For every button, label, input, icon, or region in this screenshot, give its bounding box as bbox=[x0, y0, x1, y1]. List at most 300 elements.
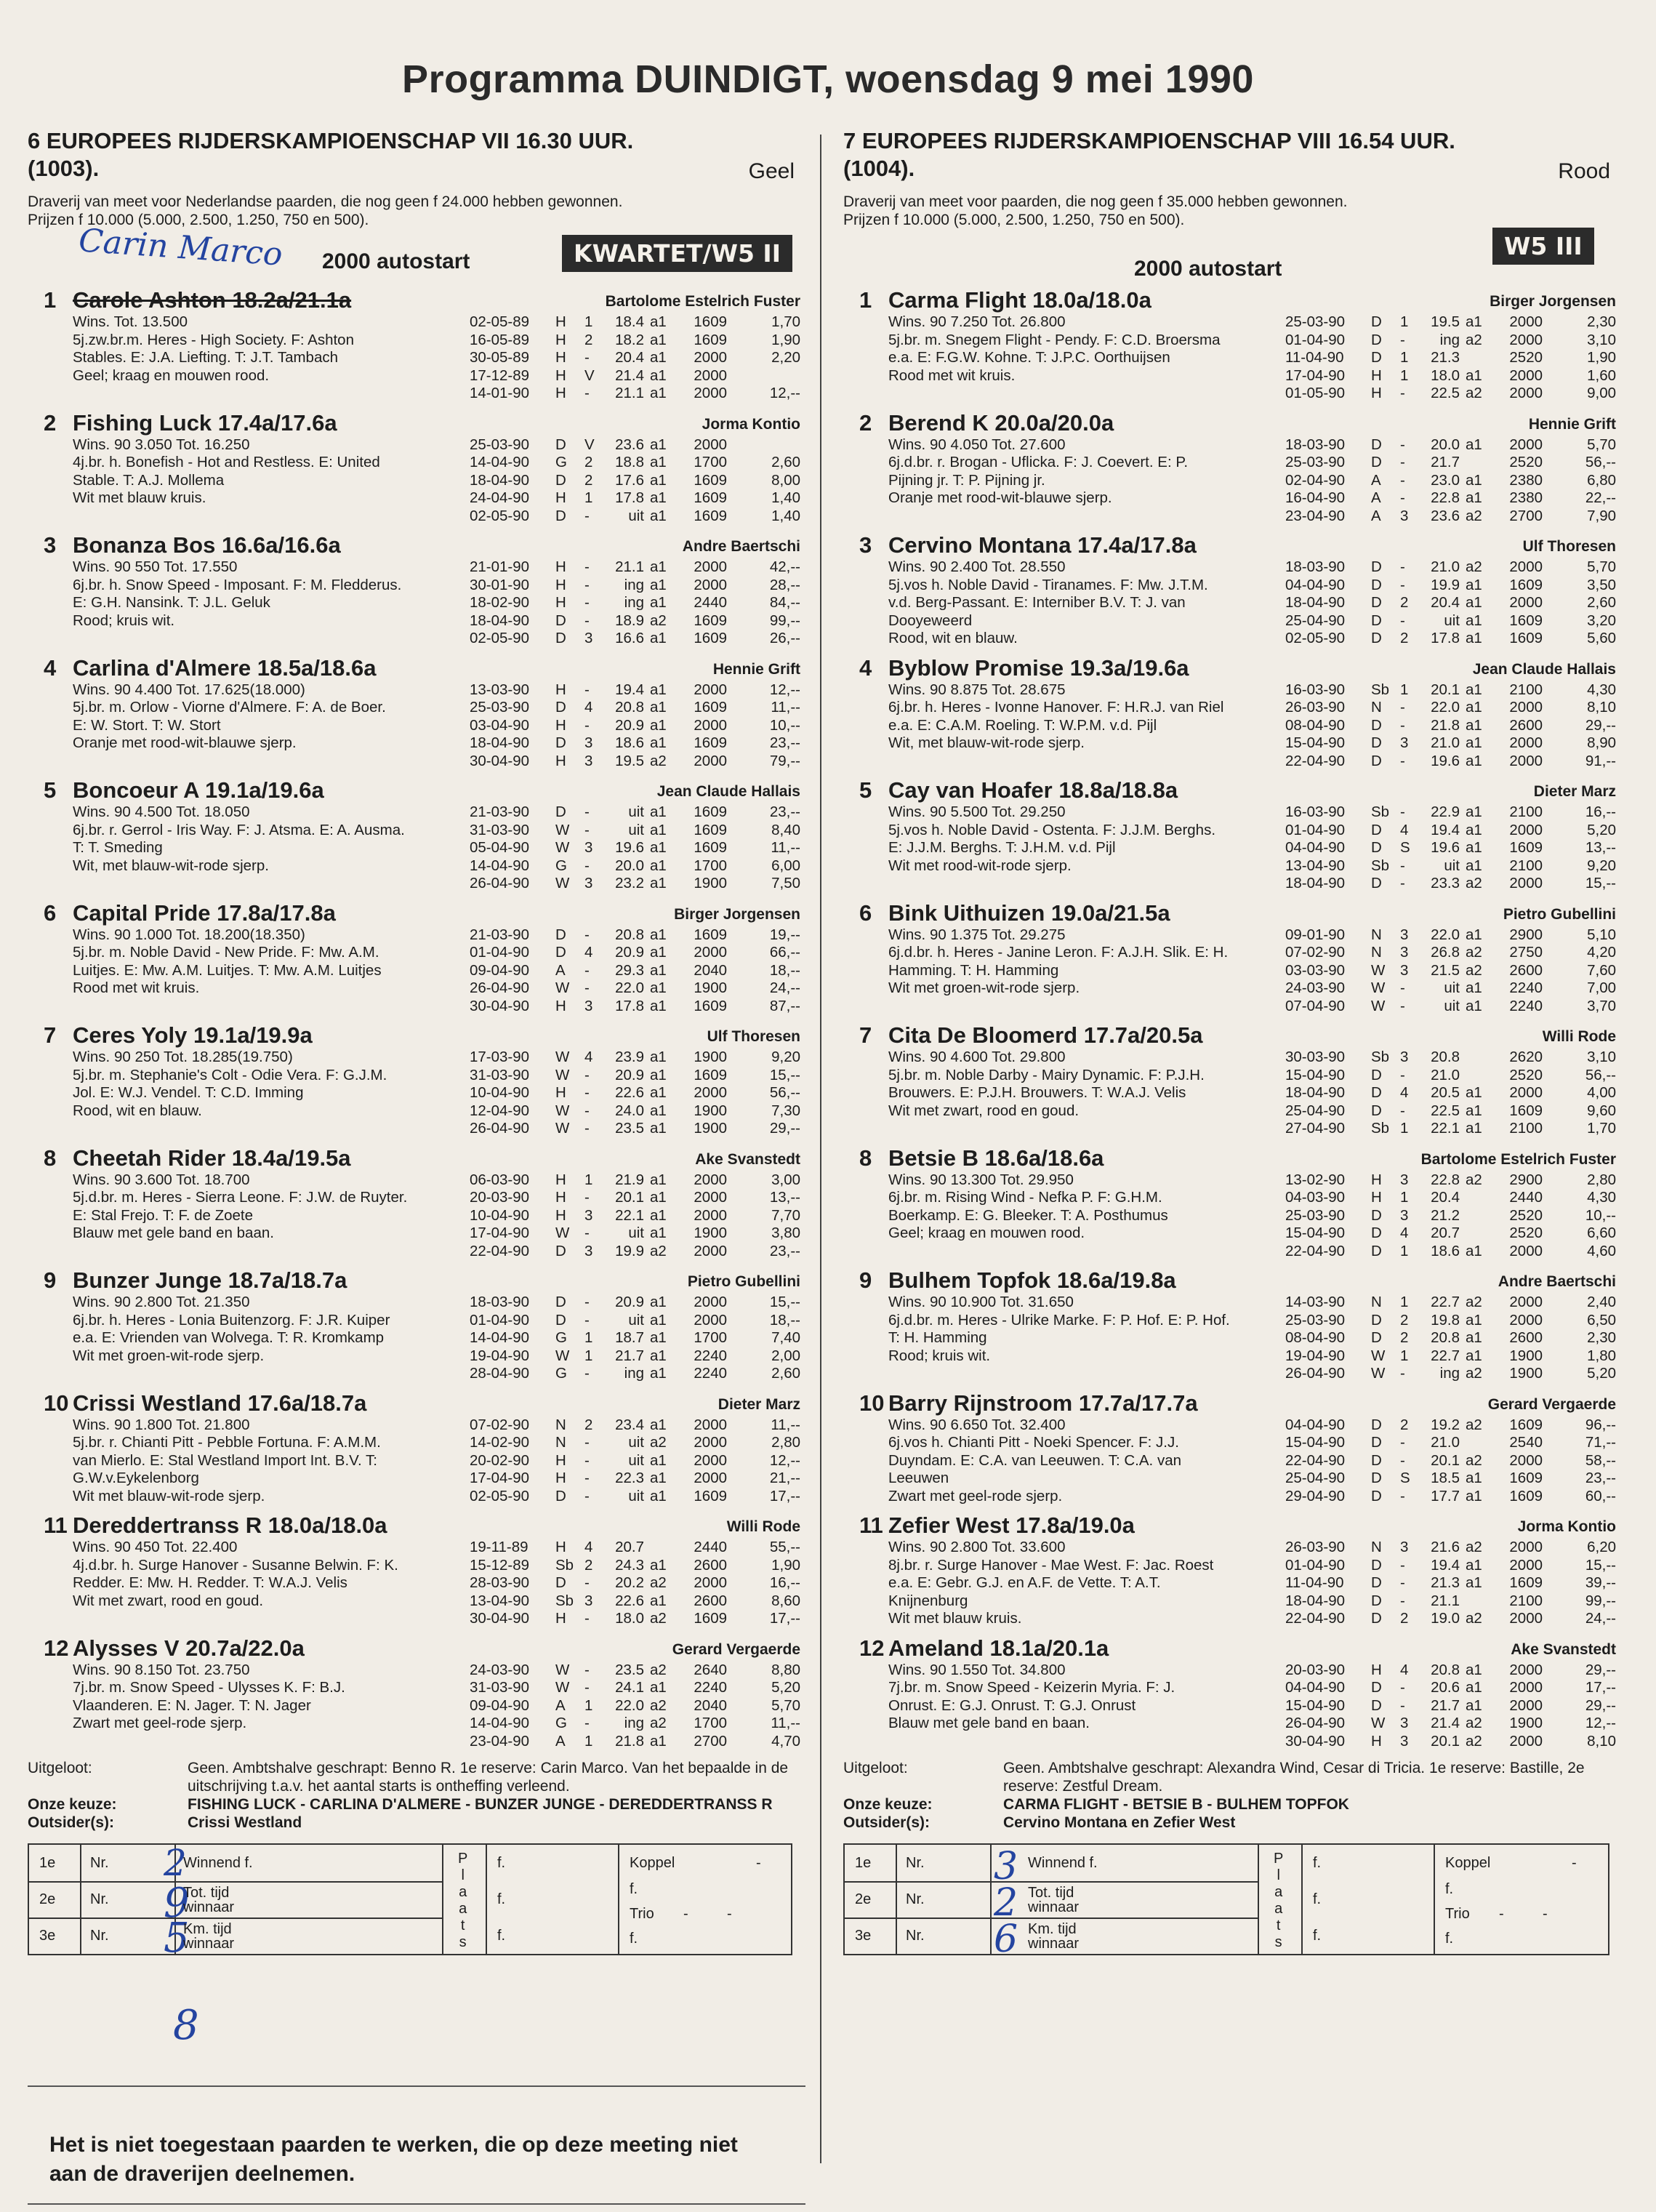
race-header bbox=[28, 127, 809, 183]
horse-list bbox=[843, 287, 1625, 1750]
result-cell: - bbox=[584, 1679, 590, 1696]
result-cell: 60,-- bbox=[1585, 1487, 1616, 1504]
result-cell: 20.8 bbox=[1431, 1049, 1460, 1065]
result-cell: D bbox=[1371, 752, 1382, 769]
result-cell: 5,20 bbox=[1587, 1365, 1616, 1382]
result-row bbox=[470, 313, 800, 332]
result-cell: D bbox=[555, 1574, 566, 1591]
horse-entry bbox=[843, 1512, 1625, 1628]
result-row bbox=[470, 1225, 800, 1243]
horse-info-line: Wit met groen-wit-rode sjerp. bbox=[888, 979, 1080, 996]
result-row bbox=[1285, 1434, 1616, 1452]
result-cell: 30-03-90 bbox=[1285, 1049, 1346, 1065]
result-cell: a1 bbox=[1466, 612, 1482, 629]
horse-name: Boncoeur A 19.1a/19.6a bbox=[73, 777, 324, 803]
result-cell: a1 bbox=[650, 699, 667, 716]
result-cell: 15-04-90 bbox=[1285, 1066, 1346, 1083]
result-row bbox=[470, 349, 800, 367]
result-cell: 2240 bbox=[1509, 997, 1543, 1014]
result-cell: 19-04-90 bbox=[470, 1347, 530, 1364]
result-cell: - bbox=[584, 594, 590, 611]
horse-number: 8 bbox=[859, 1145, 872, 1171]
recent-results bbox=[470, 926, 800, 1016]
result-cell: 1609 bbox=[694, 804, 727, 820]
horse-info-line: 7j.br. m. Snow Speed - Keizerin Myria. F: J. bbox=[888, 1679, 1175, 1696]
result-cell: 20.1 bbox=[1431, 681, 1460, 698]
result-cell: 3,10 bbox=[1587, 1049, 1616, 1065]
horse-number: 5 bbox=[44, 777, 57, 803]
result-cell: a2 bbox=[1466, 875, 1482, 891]
result-cell: H bbox=[555, 681, 566, 698]
result-cell: 16-03-90 bbox=[1285, 804, 1346, 820]
result-cell: 3 bbox=[584, 1206, 593, 1224]
result-cell: 96,-- bbox=[1585, 1416, 1616, 1433]
result-cell: 1700 bbox=[694, 857, 727, 874]
result-cell: D bbox=[1371, 1470, 1382, 1486]
result-cell: a2 bbox=[650, 1574, 667, 1591]
result-cell: D bbox=[555, 471, 566, 489]
result-cell: 04-03-90 bbox=[1285, 1189, 1346, 1206]
result-cell: a1 bbox=[650, 857, 667, 874]
result-cell: 1,70 bbox=[1587, 1120, 1616, 1137]
result-cell: 26.8 bbox=[1431, 944, 1460, 961]
horse-name: Bulhem Topfok 18.6a/19.8a bbox=[888, 1267, 1176, 1293]
result-cell: 21.7 bbox=[1431, 1696, 1460, 1714]
result-cell: a1 bbox=[650, 1416, 667, 1433]
result-cell: 2520 bbox=[1509, 1066, 1543, 1083]
result-cell: N bbox=[1371, 926, 1382, 943]
result-cell: a1 bbox=[650, 944, 667, 961]
result-cell: a1 bbox=[650, 681, 667, 698]
result-cell: a1 bbox=[650, 997, 667, 1014]
result-row bbox=[470, 1294, 800, 1312]
horse-entry bbox=[28, 1390, 809, 1506]
result-cell: - bbox=[1400, 612, 1405, 629]
result-cell: 10,-- bbox=[769, 716, 800, 734]
result-cell: Sb bbox=[1371, 681, 1390, 698]
horse-info-line: 7j.br. m. Snow Speed - Ulysses K. F: B.J. bbox=[73, 1679, 345, 1696]
horse-info-line: 5j.br. m. Stephanie's Colt - Odie Vera. F: G.J.M. bbox=[73, 1066, 387, 1083]
result-row bbox=[1285, 979, 1616, 998]
result-cell: 2100 bbox=[1509, 804, 1543, 820]
result-cell: 17.6 bbox=[615, 471, 644, 489]
result-cell: a2 bbox=[1466, 1171, 1482, 1188]
result-cell: a1 bbox=[650, 875, 667, 891]
result-cell: 2440 bbox=[694, 1539, 727, 1555]
result-cell: 07-02-90 bbox=[1285, 944, 1346, 961]
result-row bbox=[1285, 998, 1616, 1016]
horse-info-line: E: J.J.M. Berghs. T: J.H.M. v.d. Pijl bbox=[888, 839, 1116, 856]
result-cell: 42,-- bbox=[769, 558, 800, 575]
result-cell: a1 bbox=[1466, 313, 1482, 330]
horse-info-line: E: Stal Frejo. T: F. de Zoete bbox=[73, 1206, 254, 1224]
result-cell: 2750 bbox=[1509, 944, 1543, 961]
horse-number: 10 bbox=[44, 1390, 69, 1416]
result-row bbox=[470, 839, 800, 857]
result-cell: - bbox=[584, 1120, 590, 1137]
result-cell: 21.3 bbox=[1431, 349, 1460, 366]
result-row bbox=[1285, 594, 1616, 612]
result-cell: A bbox=[1371, 507, 1381, 524]
horse-entry bbox=[28, 287, 809, 403]
result-cell: D bbox=[555, 1311, 566, 1329]
result-cell: W bbox=[555, 1661, 570, 1678]
result-row bbox=[470, 1329, 800, 1347]
result-cell: 19.5 bbox=[615, 752, 644, 769]
result-cell: N bbox=[1371, 1539, 1382, 1555]
result-cell: 23.9 bbox=[615, 1049, 644, 1065]
result-cell: 21-01-90 bbox=[470, 558, 530, 575]
race-description bbox=[843, 193, 1625, 229]
result-cell: 2240 bbox=[694, 1679, 727, 1696]
result-cell: 55,-- bbox=[769, 1539, 800, 1555]
result-cell: 20.9 bbox=[615, 1066, 644, 1083]
result-cell: H bbox=[555, 1189, 566, 1206]
horse-info bbox=[888, 1539, 1295, 1628]
result-cell: - bbox=[1400, 752, 1405, 769]
result-cell: 2040 bbox=[694, 961, 727, 979]
result-cell: a1 bbox=[650, 1592, 667, 1609]
result-cell: 1609 bbox=[1509, 1416, 1543, 1433]
result-cell: H bbox=[555, 1470, 566, 1486]
result-cell: a1 bbox=[650, 313, 667, 330]
result-cell: 1 bbox=[584, 1732, 593, 1750]
race-prizes: Prijzen f 10.000 (5.000, 2.500, 1.250, 750 en 500). bbox=[28, 212, 369, 228]
horse-header bbox=[843, 1145, 1625, 1171]
koppel-f: f. bbox=[630, 1881, 638, 1897]
result-cell: uit bbox=[628, 1487, 644, 1504]
handwritten-third: 6 bbox=[994, 1918, 1018, 1961]
recent-results bbox=[470, 1662, 800, 1751]
result-cell: 3 bbox=[1400, 507, 1409, 524]
result-cell: uit bbox=[1444, 857, 1460, 874]
result-cell: 11-04-90 bbox=[1285, 1574, 1344, 1591]
result-cell: a2 bbox=[1466, 507, 1482, 524]
result-cell: D bbox=[1371, 1679, 1382, 1696]
result-cell: 56,-- bbox=[769, 1084, 800, 1101]
result-cell: a2 bbox=[650, 1696, 667, 1714]
result-cell: 22.0 bbox=[1431, 926, 1460, 943]
result-cell: - bbox=[584, 558, 590, 575]
horse-header bbox=[28, 900, 809, 926]
result-cell: a2 bbox=[650, 1715, 667, 1731]
horse-info-line: v.d. Berg-Passant. E: Interniber B.V. T: J. van bbox=[888, 594, 1186, 611]
race-prizes: Prijzen f 10.000 (5.000, 2.500, 1.250, 750 en 500). bbox=[843, 212, 1185, 228]
result-cell: 2 bbox=[1400, 1416, 1409, 1433]
result-cell: - bbox=[1400, 436, 1405, 453]
result-cell: 06-03-90 bbox=[470, 1171, 530, 1188]
result-cell: 5,70 bbox=[1587, 558, 1616, 575]
driver-name: Hennie Grift bbox=[712, 660, 800, 678]
result-cell: 84,-- bbox=[769, 594, 800, 611]
handwritten-reserve-note: Carin Marco bbox=[77, 222, 284, 273]
result-cell: 7,70 bbox=[771, 1206, 800, 1224]
horse-info-line: e.a. E: C.A.M. Roeling. T: W.P.M. v.d. Pijl bbox=[888, 716, 1157, 734]
result-cell bbox=[1466, 1434, 1487, 1452]
place-2: 2e bbox=[855, 1891, 872, 1907]
recent-results bbox=[1285, 1662, 1616, 1751]
result-cell: 2000 bbox=[1509, 1696, 1543, 1714]
result-cell: a1 bbox=[650, 1066, 667, 1083]
result-cell: - bbox=[1400, 1696, 1405, 1714]
result-cell: 09-04-90 bbox=[470, 961, 530, 979]
result-cell: D bbox=[1371, 349, 1382, 366]
horse-number: 12 bbox=[859, 1635, 885, 1661]
result-cell: 13,-- bbox=[769, 1189, 800, 1206]
plaats-f-1: f. bbox=[497, 1855, 506, 1871]
result-cell: H bbox=[555, 1084, 566, 1101]
result-cell: 2000 bbox=[694, 576, 727, 593]
result-cell: 2600 bbox=[694, 1556, 727, 1574]
result-cell: W bbox=[1371, 1715, 1386, 1731]
horse-info bbox=[888, 313, 1295, 385]
result-cell: 5,20 bbox=[1587, 821, 1616, 838]
rule-line bbox=[28, 2085, 805, 2087]
result-cell: a1 bbox=[650, 1329, 667, 1346]
result-cell: 19-04-90 bbox=[1285, 1347, 1346, 1364]
result-cell: 10-04-90 bbox=[470, 1084, 530, 1101]
result-cell bbox=[727, 436, 800, 454]
result-cell: 01-04-90 bbox=[1285, 821, 1346, 838]
horse-entry bbox=[28, 410, 809, 526]
result-cell: H bbox=[555, 594, 566, 611]
horse-number: 3 bbox=[44, 532, 57, 558]
horse-header bbox=[28, 1512, 809, 1539]
horse-info-line: Wit met blauw kruis. bbox=[73, 489, 206, 506]
result-row bbox=[470, 1592, 800, 1611]
result-cell: 11,-- bbox=[771, 1416, 800, 1433]
result-cell: - bbox=[584, 1434, 590, 1451]
result-cell: uit bbox=[1444, 979, 1460, 996]
result-cell: 23.5 bbox=[615, 1661, 644, 1678]
result-cell: 2000 bbox=[694, 1416, 727, 1433]
winnend-label: Winnend f. bbox=[183, 1855, 253, 1871]
result-cell: - bbox=[584, 1487, 590, 1504]
result-cell: 2240 bbox=[1509, 979, 1543, 996]
result-row bbox=[470, 962, 800, 980]
result-cell: 2000 bbox=[1509, 1610, 1543, 1627]
handwritten-second: 2 bbox=[994, 1881, 1018, 1925]
recent-results bbox=[470, 1416, 800, 1506]
result-cell: 26-04-90 bbox=[470, 1120, 530, 1137]
result-cell: 22.8 bbox=[1431, 489, 1460, 506]
result-cell: 19.4 bbox=[615, 681, 644, 698]
result-cell: A bbox=[1371, 489, 1381, 506]
horse-entry bbox=[843, 532, 1625, 648]
horse-info-line: Wins. 90 3.600 Tot. 18.700 bbox=[73, 1171, 250, 1188]
result-cell: 4 bbox=[584, 699, 593, 716]
result-cell: 18-04-90 bbox=[470, 612, 530, 629]
horse-name: Crissi Westland 17.6a/18.7a bbox=[73, 1390, 367, 1416]
result-cell: 20.7 bbox=[615, 1539, 644, 1555]
result-cell: - bbox=[584, 1451, 590, 1469]
keuze-label: Onze keuze: bbox=[843, 1796, 933, 1813]
result-cell: D bbox=[1371, 1225, 1382, 1241]
result-cell: a1 bbox=[650, 1679, 667, 1696]
result-cell: 22.1 bbox=[1431, 1120, 1460, 1137]
result-cell: 2 bbox=[1400, 1329, 1409, 1346]
horse-entry bbox=[28, 1635, 809, 1751]
recent-results bbox=[1285, 1171, 1616, 1261]
horse-info-line: Rood; kruis wit. bbox=[73, 612, 175, 629]
result-cell: 1609 bbox=[694, 507, 727, 524]
result-cell: - bbox=[584, 349, 590, 366]
result-row bbox=[470, 1207, 800, 1225]
result-cell: 23,-- bbox=[769, 1242, 800, 1259]
result-cell: 3 bbox=[1400, 944, 1409, 961]
race-footer bbox=[28, 1759, 809, 1832]
result-cell: 1 bbox=[1400, 1120, 1409, 1137]
result-cell: 8,80 bbox=[771, 1661, 800, 1678]
horse-info-line: Wins. 90 250 Tot. 18.285(19.750) bbox=[73, 1049, 293, 1065]
horse-entry bbox=[843, 1022, 1625, 1138]
result-cell: 15,-- bbox=[769, 1066, 800, 1083]
result-cell: W bbox=[555, 821, 570, 838]
result-cell: 24.3 bbox=[615, 1556, 644, 1574]
result-row bbox=[1285, 1329, 1616, 1347]
result-cell: S bbox=[1400, 839, 1410, 856]
result-cell: 1,60 bbox=[1587, 366, 1616, 384]
horse-info-line: Oranje met rood-wit-blauwe sjerp. bbox=[73, 734, 297, 751]
result-row bbox=[1285, 1416, 1616, 1435]
result-cell: a1 bbox=[1466, 366, 1482, 384]
result-cell: 15,-- bbox=[769, 1294, 800, 1310]
result-cell: 17-04-90 bbox=[1285, 366, 1346, 384]
result-cell: 16,-- bbox=[1585, 804, 1616, 820]
result-cell: 1 bbox=[584, 1347, 593, 1364]
result-cell: 2,80 bbox=[1587, 1171, 1616, 1188]
result-cell: a1 bbox=[650, 1451, 667, 1469]
result-row bbox=[1285, 1365, 1616, 1383]
horse-info-line: 6j.br. h. Snow Speed - Imposant. F: M. Fledderus. bbox=[73, 576, 402, 593]
result-cell: - bbox=[584, 1189, 590, 1206]
result-cell: D bbox=[1371, 612, 1382, 629]
result-cell: D bbox=[555, 699, 566, 716]
result-cell: 1 bbox=[1400, 1294, 1409, 1310]
horse-info-line: Wins. 90 13.300 Tot. 29.950 bbox=[888, 1171, 1074, 1188]
result-cell: 30-04-90 bbox=[470, 752, 530, 769]
result-cell: 07-04-90 bbox=[1285, 997, 1346, 1014]
result-cell: a1 bbox=[650, 1084, 667, 1101]
result-row bbox=[1285, 489, 1616, 508]
result-cell bbox=[1466, 454, 1487, 472]
result-row bbox=[1285, 558, 1616, 577]
result-cell: 11,-- bbox=[771, 839, 800, 856]
result-row bbox=[1285, 1225, 1616, 1243]
result-cell: 1609 bbox=[694, 630, 727, 646]
result-row bbox=[1285, 1067, 1616, 1085]
result-cell: D bbox=[1371, 558, 1382, 575]
result-cell: 14-04-90 bbox=[470, 1715, 530, 1731]
result-cell: N bbox=[1371, 1294, 1382, 1310]
result-cell: 20.1 bbox=[1431, 1451, 1460, 1469]
result-cell: 2040 bbox=[694, 1696, 727, 1714]
result-cell: 23.0 bbox=[1431, 471, 1460, 489]
result-cell: 21-03-90 bbox=[470, 926, 530, 943]
result-cell: 01-04-90 bbox=[470, 1311, 530, 1329]
result-cell: S bbox=[1400, 1470, 1410, 1486]
result-cell: 15-04-90 bbox=[1285, 1434, 1346, 1451]
horse-name: Carma Flight 18.0a/18.0a bbox=[888, 287, 1151, 313]
horse-info-line: 5j.d.br. m. Heres - Sierra Leone. F: J.W. de Ruyter. bbox=[73, 1189, 408, 1206]
result-cell: 2520 bbox=[1509, 1206, 1543, 1224]
result-cell: a1 bbox=[650, 1206, 667, 1224]
horse-info bbox=[73, 926, 480, 998]
horse-info bbox=[888, 1171, 1295, 1243]
horse-name: Carole Ashton 18.2a/21.1a bbox=[73, 287, 352, 313]
horse-info-line: Rood; kruis wit. bbox=[888, 1347, 991, 1364]
horse-entry bbox=[843, 1145, 1625, 1261]
result-cell: 19,-- bbox=[769, 926, 800, 943]
result-cell: 1700 bbox=[694, 1715, 727, 1731]
horse-name: Bunzer Junge 18.7a/18.7a bbox=[73, 1267, 347, 1293]
result-cell: 21.4 bbox=[1431, 1715, 1460, 1731]
result-row bbox=[470, 1697, 800, 1715]
result-cell: D bbox=[1371, 1066, 1382, 1083]
result-cell: a1 bbox=[1466, 752, 1482, 769]
result-cell: 18-04-90 bbox=[470, 734, 530, 751]
result-cell: 2000 bbox=[694, 1084, 727, 1101]
horse-info-line: 5j.br. m. Noble David - New Pride. F: Mw. A.M. bbox=[73, 944, 379, 961]
start-row bbox=[28, 222, 809, 280]
result-cell: 1900 bbox=[694, 1120, 727, 1137]
result-cell: 20.4 bbox=[1431, 1189, 1460, 1206]
horse-info-line: 4j.d.br. h. Surge Hanover - Susanne Belwin. F: K. bbox=[73, 1556, 398, 1574]
result-row bbox=[470, 454, 800, 472]
result-cell: a1 bbox=[650, 926, 667, 943]
result-cell: 2440 bbox=[1509, 1189, 1543, 1206]
result-cell: 1 bbox=[1400, 1347, 1409, 1364]
plaats-f-2: f. bbox=[497, 1891, 506, 1907]
horse-info-line: Wit, met blauw-wit-rode sjerp. bbox=[888, 734, 1085, 751]
result-cell: 1609 bbox=[694, 821, 727, 838]
result-cell: a1 bbox=[1466, 471, 1482, 489]
result-cell: D bbox=[1371, 1102, 1382, 1119]
result-cell: 17-12-89 bbox=[470, 366, 530, 384]
uitgeloot-label: Uitgeloot: bbox=[28, 1760, 92, 1776]
result-cell: 22-04-90 bbox=[1285, 1451, 1346, 1469]
driver-name: Gerard Vergaerde bbox=[672, 1640, 800, 1658]
result-cell: 14-04-90 bbox=[470, 857, 530, 874]
result-cell: 71,-- bbox=[1585, 1434, 1616, 1451]
result-cell: 07-02-90 bbox=[470, 1416, 530, 1433]
horse-info-line: Wins. 90 450 Tot. 22.400 bbox=[73, 1539, 238, 1555]
driver-name: Gerard Vergaerde bbox=[1487, 1395, 1616, 1413]
result-cell: 13-04-90 bbox=[1285, 857, 1346, 874]
result-cell: ing bbox=[624, 594, 644, 611]
result-cell: 19.9 bbox=[615, 1242, 644, 1259]
result-cell: a1 bbox=[650, 366, 667, 384]
result-cell: 23.6 bbox=[1431, 507, 1460, 524]
horse-info-line: Wins. 90 4.400 Tot. 17.625(18.000) bbox=[73, 681, 305, 698]
result-row bbox=[470, 1452, 800, 1470]
horse-info-line: Luitjes. E: Mw. A.M. Luitjes. T: Mw. A.M. Luitjes bbox=[73, 961, 382, 979]
result-cell: 2000 bbox=[694, 944, 727, 961]
horse-name: Cheetah Rider 18.4a/19.5a bbox=[73, 1145, 351, 1171]
horse-info bbox=[888, 1294, 1295, 1365]
result-cell: 3 bbox=[1400, 1715, 1409, 1731]
result-row bbox=[470, 1539, 800, 1557]
result-cell: a2 bbox=[650, 1242, 667, 1259]
result-cell: 6,20 bbox=[1587, 1539, 1616, 1555]
result-cell: 2600 bbox=[694, 1592, 727, 1609]
result-cell: 1609 bbox=[694, 489, 727, 506]
horse-info-line: 5j.br. m. Noble Darby - Mairy Dynamic. F: P.J.H. bbox=[888, 1066, 1205, 1083]
driver-name: Birger Jorgensen bbox=[674, 905, 800, 923]
result-cell: 19.8 bbox=[1431, 1311, 1460, 1329]
result-cell: 20.9 bbox=[615, 716, 644, 734]
result-cell: 12,-- bbox=[769, 385, 800, 401]
